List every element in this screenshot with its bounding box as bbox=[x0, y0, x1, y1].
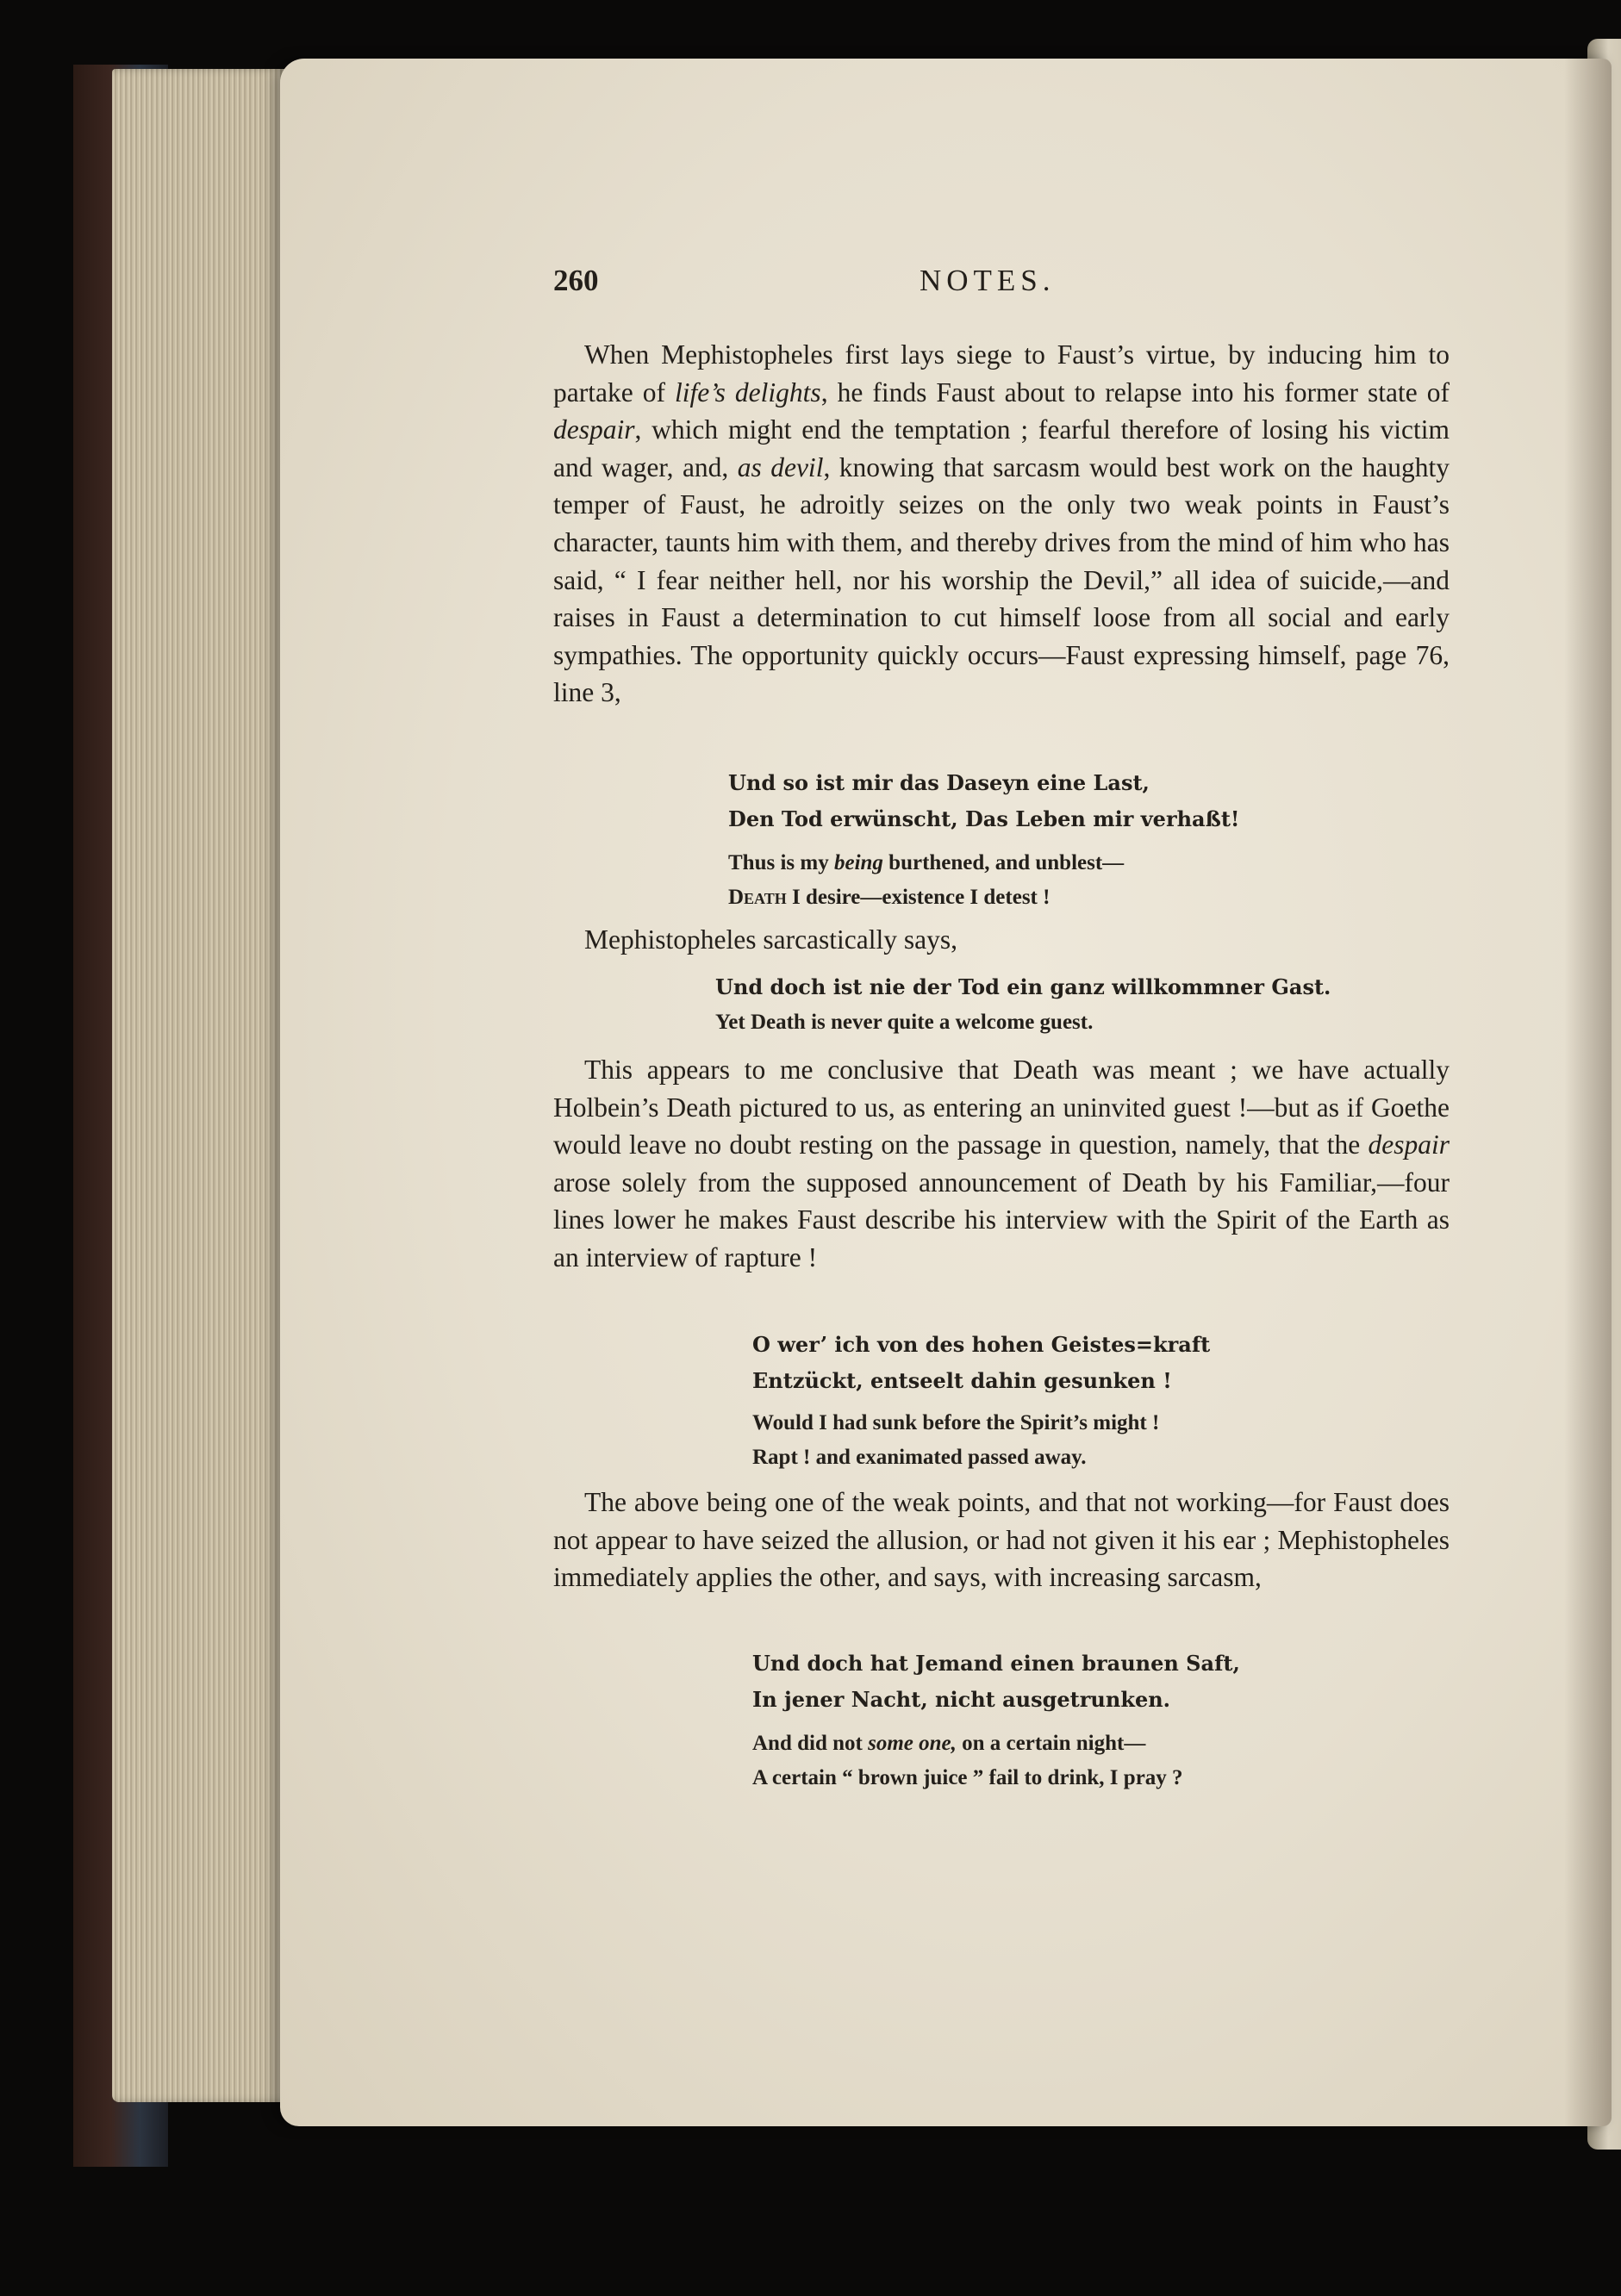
paragraph-1-text-a: When Mephistopheles first lays siege to Faust’s virtue, by inducing him to partake of bbox=[553, 339, 1450, 408]
translation-1-smallcaps-death: Death bbox=[728, 886, 787, 909]
paragraph-3-italic-despair: despair bbox=[1368, 1129, 1450, 1160]
german-quote-2 bbox=[715, 969, 1331, 1005]
german-quote-4-line-1: Und doch hat Jemand einen braunen Saft, bbox=[752, 1651, 1240, 1676]
paragraph-1-italic-despair: despair bbox=[553, 414, 635, 445]
translation-4 bbox=[752, 1727, 1183, 1795]
translation-3-line-1: Would I had sunk before the Spirit’s might ! bbox=[752, 1411, 1160, 1434]
german-quote-1 bbox=[728, 765, 1239, 837]
german-quote-3-line-2: Entzückt, entseelt dahin gesunken ! bbox=[752, 1368, 1172, 1393]
paragraph-2 bbox=[553, 921, 1450, 959]
german-quote-2-line: Und doch ist nie der Tod ein ganz willkommner Gast. bbox=[715, 974, 1331, 999]
translation-3 bbox=[752, 1406, 1159, 1475]
german-quote-4-line-2: In jener Nacht, nicht ausgetrunken. bbox=[752, 1687, 1171, 1712]
translation-4-line-2: A certain “ brown juice ” fail to drink, I pray ? bbox=[752, 1766, 1183, 1789]
paragraph-3-text-a: This appears to me conclusive that Death was meant ; we have actually Holbein’s Death pictured to us, as entering an uninvited guest !—but as if Goethe would leave no doubt resting on the passage in question, namely, that the bbox=[553, 1055, 1450, 1160]
german-quote-3 bbox=[752, 1327, 1210, 1399]
translation-1-text-a: Thus is my bbox=[728, 851, 834, 874]
german-quote-1-line-2: Den Tod erwünscht, Das Leben mir verhaßt! bbox=[728, 806, 1240, 831]
page-edges bbox=[112, 69, 302, 2102]
translation-1-line-2 bbox=[728, 880, 1124, 915]
translation-1-text-b: I desire—existence I detest ! bbox=[786, 886, 1051, 909]
translation-4-line-1 bbox=[752, 1727, 1183, 1761]
translation-1-line-1 bbox=[728, 846, 1124, 880]
paragraph-1 bbox=[553, 336, 1450, 712]
german-quote-3-line-1: O wer’ ich von des hohen Geistes=kraft bbox=[752, 1332, 1211, 1357]
paragraph-1-text-c: , he finds Faust about to relapse into his former state of bbox=[820, 376, 1450, 408]
paragraph-3-text-c: arose solely from the supposed announcement of Death by his Familiar,—four lines lower he makes Faust describe his interview with the Spirit of the Earth as an interview of rapture ! bbox=[553, 1167, 1450, 1272]
paragraph-1-italic-lifes-delights: life’s delights bbox=[674, 376, 821, 408]
paragraph-1-italic-as-devil: as devil bbox=[737, 451, 824, 482]
paragraph-1-text-g: , knowing that sarcasm would best work on the haughty temper of Faust, he adroitly seizes on the only two weak points in Faust’s character, taunts him with them, and thereby drives from the mind of him who has said, “ I fear neither hell, nor his worship the Devil,” all idea of suicide,—and raises in Faust a determination to cut himself loose from all social and early sympathies. The opportunity quickly occurs—Faust expressing himself, page 76, line 3, bbox=[553, 451, 1450, 708]
paragraph-2-text: Mephistopheles sarcastically says, bbox=[584, 924, 958, 955]
paragraph-4-text: The above being one of the weak points, and that not working—for Faust does not appear to have seized the allusion, or had not given it his ear ; Mephistopheles immediately applies the other, and says, with increasing sarcasm, bbox=[553, 1487, 1450, 1593]
translation-1-italic-being: being bbox=[833, 851, 883, 874]
german-quote-4 bbox=[752, 1646, 1240, 1718]
german-quote-1-line-1: Und so ist mir das Daseyn eine Last, bbox=[728, 770, 1150, 795]
translation-4-text-c: on a certain night— bbox=[956, 1732, 1146, 1755]
page-header bbox=[553, 264, 1450, 307]
running-title: NOTES. bbox=[920, 264, 1056, 297]
translation-1-text-c: burthened, and unblest— bbox=[882, 851, 1125, 874]
paragraph-3 bbox=[553, 1051, 1450, 1277]
translation-2 bbox=[715, 1005, 1093, 1040]
page-number: 260 bbox=[553, 264, 599, 297]
translation-3-line-2: Rapt ! and exanimated passed away. bbox=[752, 1446, 1087, 1469]
translation-4-italic-some-one: some one, bbox=[868, 1732, 957, 1755]
translation-2-line: Yet Death is never quite a welcome guest. bbox=[715, 1011, 1094, 1034]
paragraph-1-text-e: , which might end the temptation ; fearful therefore of losing his victim and wager, and, bbox=[553, 414, 1450, 482]
paragraph-4 bbox=[553, 1484, 1450, 1596]
translation-1 bbox=[728, 846, 1124, 915]
page-gutter-shadow bbox=[1564, 59, 1612, 2126]
translation-4-text-a: And did not bbox=[752, 1732, 869, 1755]
